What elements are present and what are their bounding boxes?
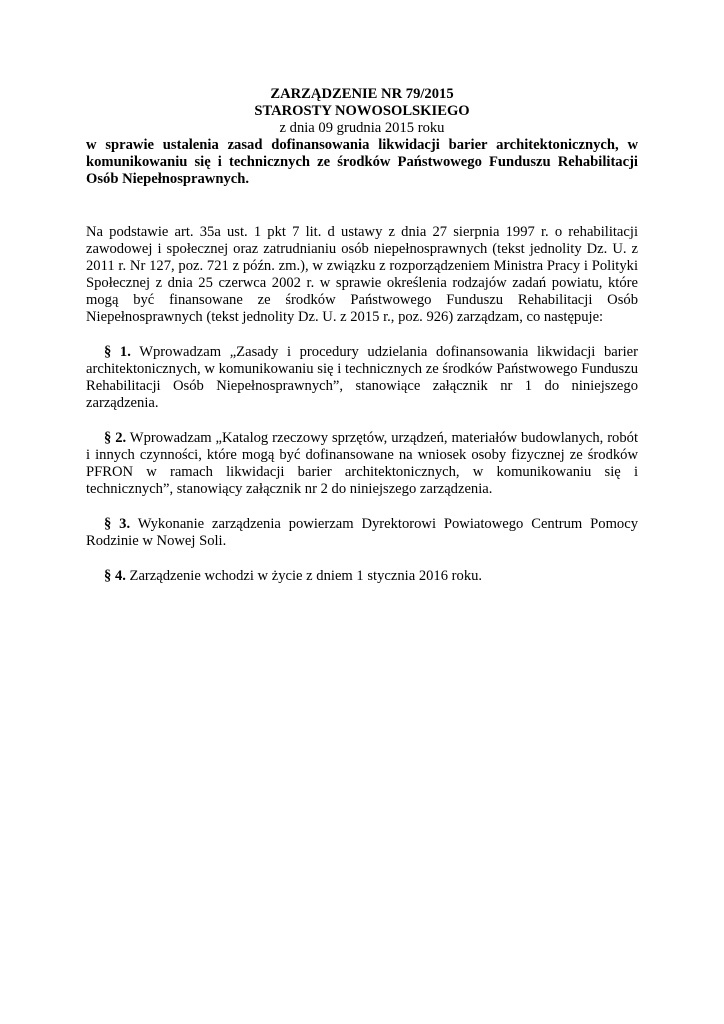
document-issuer: STAROSTY NOWOSOLSKIEGO xyxy=(254,103,470,119)
section-2-mark: § 2. xyxy=(104,430,127,446)
section-1-text: Wprowadzam „Zasady i procedury udzielania dofinansowania likwidacji barier architektonicznych, w komunikowaniu się i technicznych ze środków Państwowego Funduszu Rehabilitacji Osób Niepełnosprawnych”, stanowiące załącznik nr 1 do niniejszego zarządzenia. xyxy=(86,344,639,411)
document-date: z dnia 09 grudnia 2015 roku xyxy=(279,120,445,136)
section-2 xyxy=(86,430,638,498)
section-1-mark: § 1. xyxy=(104,344,131,360)
document-subject: w sprawie ustalenia zasad dofinansowania likwidacji barier architektonicznych, w komunikowaniu się i technicznych ze środków Państwowego Funduszu Rehabilitacji Osób Niepełnosprawnych. xyxy=(86,137,638,187)
section-3-text: Wykonanie zarządzenia powierzam Dyrektorowi Powiatowego Centrum Pomocy Rodzinie w Nowej Soli. xyxy=(86,516,638,549)
section-3-mark: § 3. xyxy=(104,516,131,532)
section-2-text: Wprowadzam „Katalog rzeczowy sprzętów, urządzeń, materiałów budowlanych, robót i innych czynności, które mogą być dofinansowane na wniosek osoby fizycznej ze środków PFRON w ramach likwidacji barier architektonicznych, w komunikowaniu się i technicznych”, stanowiący załącznik nr 2 do niniejszego zarządzenia. xyxy=(86,430,639,497)
document-page xyxy=(86,86,638,585)
section-3 xyxy=(86,516,638,550)
section-4-text: Zarządzenie wchodzi w życie z dniem 1 stycznia 2016 roku. xyxy=(125,568,483,584)
legal-basis-paragraph: Na podstawie art. 35a ust. 1 pkt 7 lit. d ustawy z dnia 27 sierpnia 1997 r. o rehabilitacji zawodowej i społecznej oraz zatrudnianiu osób niepełnosprawnych (tekst jednolity Dz. U. z 2011 r. Nr 127, poz. 721 z późn. zm.), w związku z rozporządzeniem Ministra Pracy i Polityki Społecznej z dnia 25 czerwca 2002 r. w sprawie określenia rodzajów zadań powiatu, które mogą być finansowane ze środków Państwowego Funduszu Rehabilitacji Osób Niepełnosprawnych (tekst jednolity Dz. U. z 2015 r., poz. 926) zarządzam, co następuje: xyxy=(86,224,638,325)
document-header xyxy=(86,86,638,137)
section-1 xyxy=(86,344,638,412)
section-4 xyxy=(86,568,638,585)
section-4-mark: § 4. xyxy=(104,568,126,584)
document-title: ZARZĄDZENIE NR 79/2015 xyxy=(270,86,454,102)
